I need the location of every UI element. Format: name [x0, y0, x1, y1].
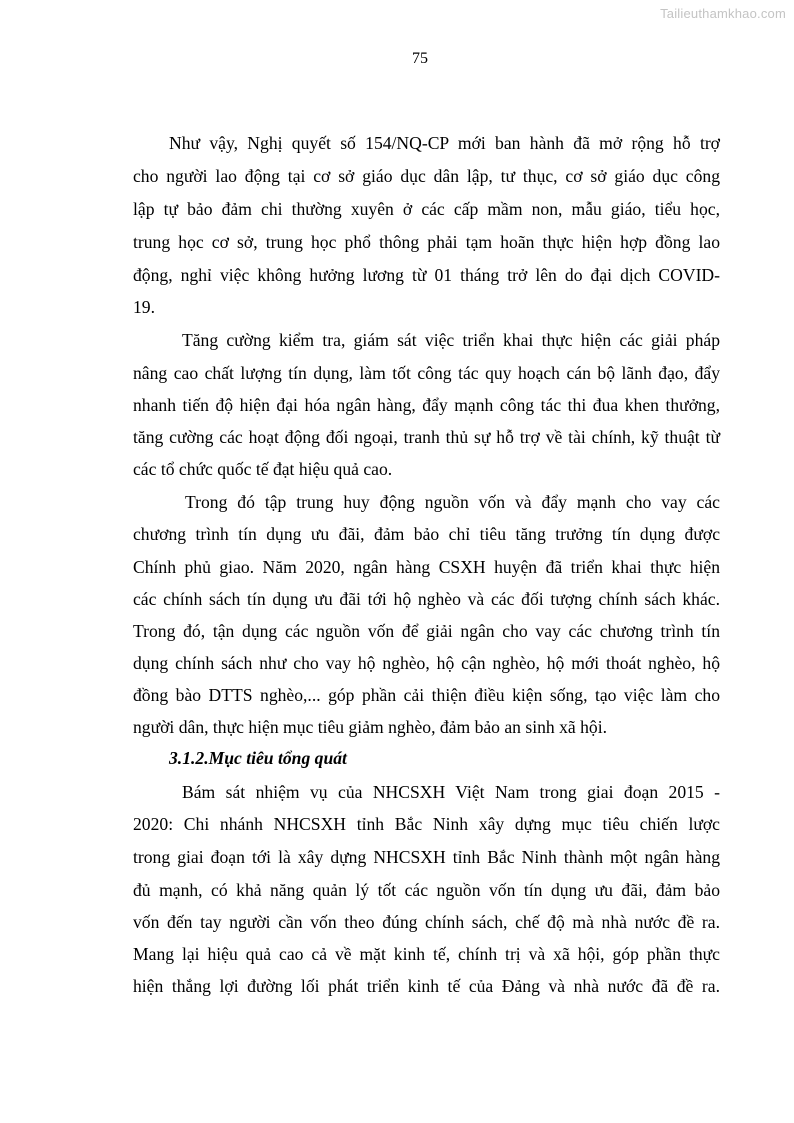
paragraph-line: nhanh tiến độ hiện đại hóa ngân hàng, đẩy mạnh công tác thi đua khen thưởng, [133, 395, 720, 415]
paragraph-line: các chính sách tín dụng ưu đãi tới hộ nghèo và các đối tượng chính sách khác. [133, 589, 720, 609]
paragraph-line: đủ mạnh, có khả năng quản lý tốt các nguồn vốn tín dụng ưu đãi, đảm bảo [133, 880, 720, 900]
paragraph-line: trong giai đoạn tới là xây dựng NHCSXH tỉnh Bắc Ninh thành một ngân hàng [133, 847, 720, 867]
paragraph-line: Trong đó tập trung huy động nguồn vốn và đẩy mạnh cho vay các [185, 492, 720, 512]
paragraph-line: Bám sát nhiệm vụ của NHCSXH Việt Nam trong giai đoạn 2015 - [182, 782, 720, 802]
paragraph-line: người dân, thực hiện mục tiêu giảm nghèo, đảm bảo an sinh xã hội. [133, 717, 607, 737]
paragraph-line: Như vậy, Nghị quyết số 154/NQ-CP mới ban hành đã mở rộng hỗ trợ [169, 133, 720, 153]
paragraph-line: vốn đến tay người cần vốn theo đúng chính sách, chế độ mà nhà nước đề ra. [133, 912, 720, 932]
paragraph-line: nâng cao chất lượng tín dụng, làm tốt công tác quy hoạch cán bộ lãnh đạo, đẩy [133, 363, 720, 383]
paragraph-line: tăng cường các hoạt động đối ngoại, tranh thủ sự hỗ trợ về tài chính, kỹ thuật từ [133, 427, 720, 447]
paragraph-line: dụng chính sách như cho vay hộ nghèo, hộ cận nghèo, hộ mới thoát nghèo, hộ [133, 653, 720, 673]
section-heading: 3.1.2.Mục tiêu tổng quát [169, 748, 347, 768]
paragraph-line: cho người lao động tại cơ sở giáo dục dân lập, tư thục, cơ sở giáo dục công [133, 166, 720, 186]
watermark: Tailieuthamkhao.com [660, 6, 786, 21]
paragraph-line: Tăng cường kiểm tra, giám sát việc triển khai thực hiện các giải pháp [182, 330, 720, 350]
paragraph-line: các tổ chức quốc tế đạt hiệu quả cao. [133, 459, 393, 479]
paragraph-line: Chính phủ giao. Năm 2020, ngân hàng CSXH huyện đã triển khai thực hiện [133, 557, 720, 577]
paragraph-line: đồng bào DTTS nghèo,... góp phần cải thiện điều kiện sống, tạo việc làm cho [133, 685, 720, 705]
paragraph-line: Trong đó, tận dụng các nguồn vốn để giải ngân cho vay các chương trình tín [133, 621, 720, 641]
page-number: 75 [412, 50, 428, 67]
paragraph-line: Mang lại hiệu quả cao cả về mặt kinh tế, chính trị và xã hội, góp phần thực [133, 944, 720, 964]
paragraph-line: 19. [133, 297, 155, 317]
paragraph-line: lập tự bảo đảm chi thường xuyên ở các cấp mầm non, mẫu giáo, tiểu học, [133, 199, 720, 219]
paragraph-line: hiện thắng lợi đường lối phát triển kinh tế của Đảng và nhà nước đã đề ra. [133, 976, 720, 996]
paragraph-line: chương trình tín dụng ưu đãi, đảm bảo chỉ tiêu tăng trưởng tín dụng được [133, 524, 720, 544]
paragraph-line: 2020: Chi nhánh NHCSXH tỉnh Bắc Ninh xây dựng mục tiêu chiến lược [133, 814, 720, 834]
paragraph-line: động, nghỉ việc không hưởng lương từ 01 tháng trở lên do đại dịch COVID- [133, 265, 720, 285]
paragraph-line: trung học cơ sở, trung học phổ thông phải tạm hoãn thực hiện hợp đồng lao [133, 232, 720, 252]
